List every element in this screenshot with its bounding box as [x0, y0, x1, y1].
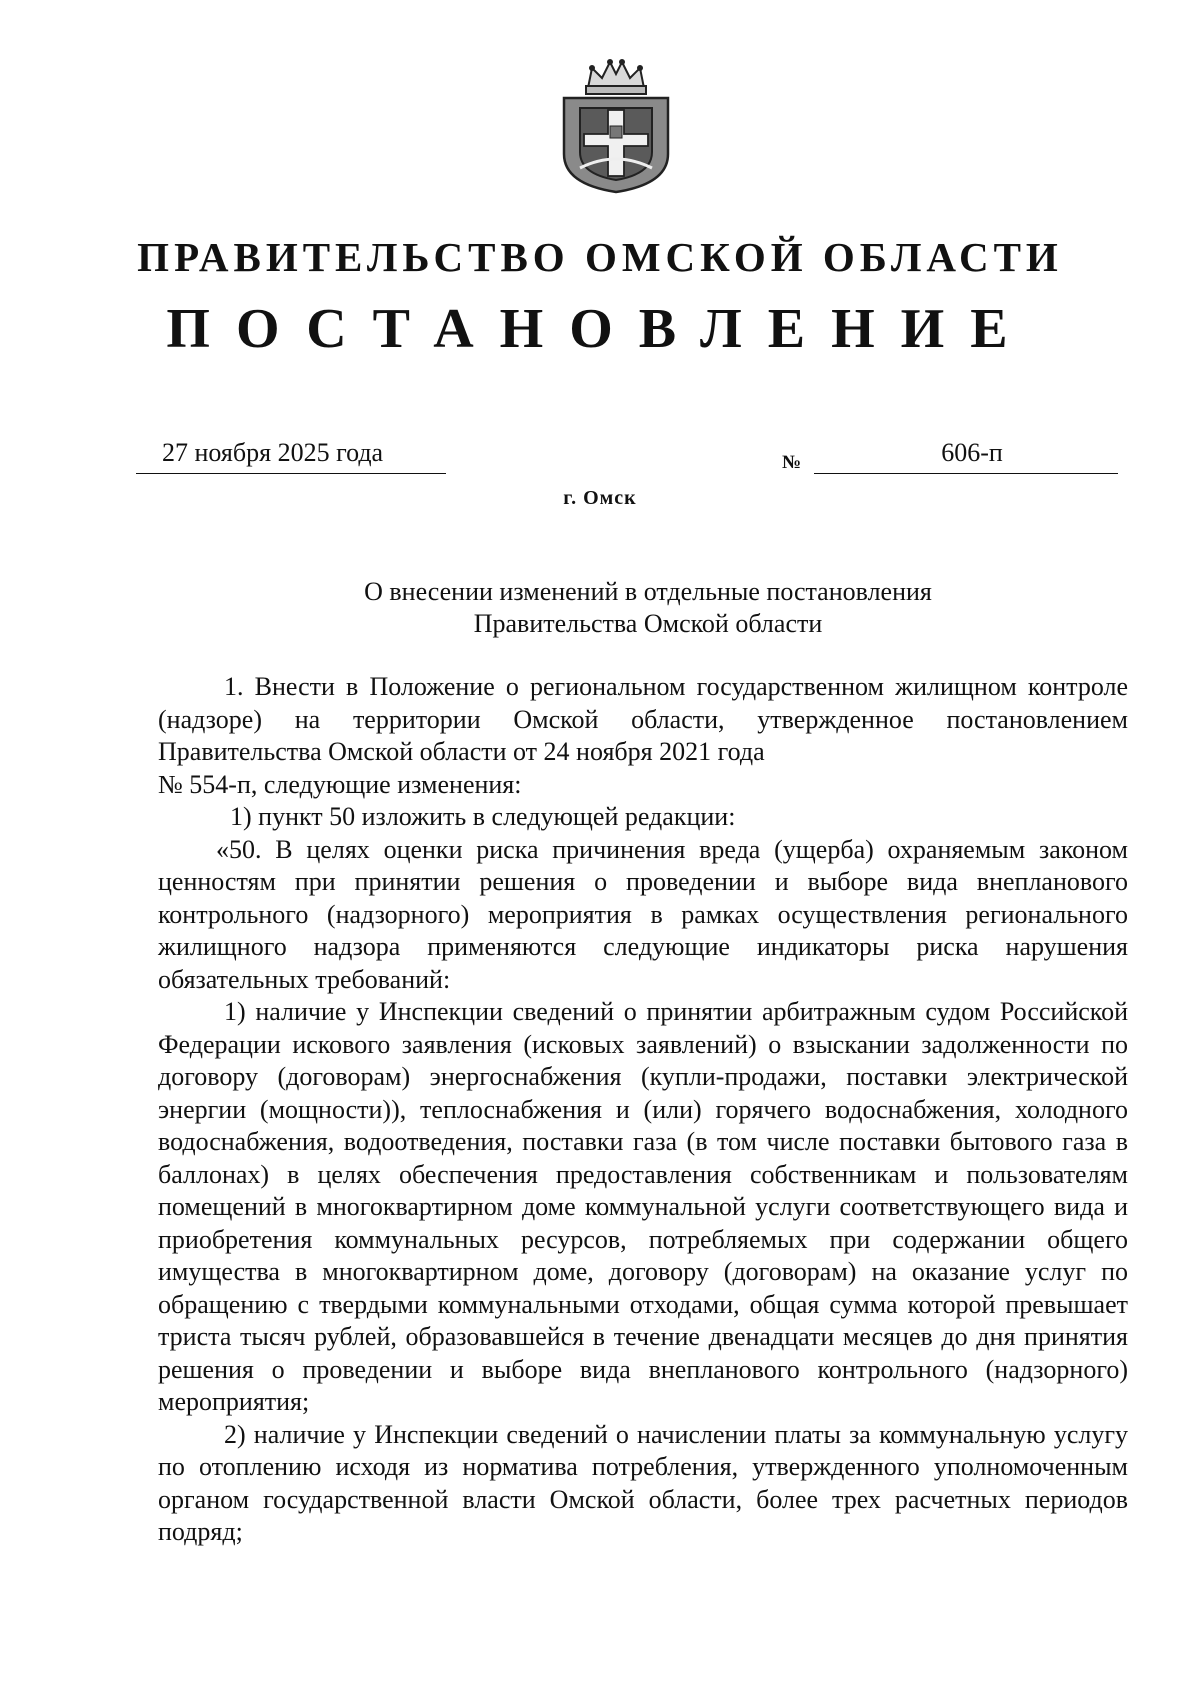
title-line-2: Правительства Омской области [473, 609, 823, 638]
document-title [0, 576, 1200, 640]
organization-name: ПРАВИТЕЛЬСТВО ОМСКОЙ ОБЛАСТИ [137, 234, 1063, 280]
paragraph-item-1: 1) пункт 50 изложить в следующей редакции: [230, 802, 736, 831]
date-field [136, 437, 446, 474]
paragraph-point-50: «50. В целях оценки риска причинения вреда (ущерба) охраняемым законом ценностям при принятии решения о проведении и выборе вида внепланового контрольного (надзорного) мероприятия в рамках осуществления регионального жилищного надзора применяются следующие индикаторы риска нарушения обязательных требований: [158, 834, 1128, 994]
paragraph-indicator-2: 2) наличие у Инспекции сведений о начислении платы за коммунальную услугу по отоплению исходя из норматива потребления, утвержденного уполномоченным органом государственной власти Омской области, более трех расчетных периодов подряд; [158, 1419, 1128, 1546]
document-body [158, 671, 1128, 1549]
title-line-1: О внесении изменений в отдельные постановления [364, 577, 932, 606]
coat-of-arms-icon [558, 58, 674, 194]
paragraph-1: 1. Внести в Положение о региональном государственном жилищном контроле (надзоре) на территории Омской области, утвержденное постановлением Правительства Омской области от 24 ноября 2021 года [158, 672, 1128, 766]
number-sign: № [782, 452, 802, 473]
document-number: 606-п [941, 438, 1003, 467]
document-date: 27 ноября 2025 года [162, 438, 384, 467]
city: г. Омск [563, 487, 637, 509]
number-field [814, 437, 1118, 474]
paragraph-indicator-1: 1) наличие у Инспекции сведений о принятии арбитражным судом Российской Федерации искового заявления (исковых заявлений) о взыскании задолженности по договору (договорам) энергоснабжения (купли-продажи, поставки электрической энергии (мощности)), теплоснабжения и (или) горячего водоснабжения, холодного водоснабжения, водоотведения, поставки газа (в том числе поставки бытового газа в баллонах) в целях обеспечения предоставления собственникам и пользователям помещений в многоквартирном доме коммунальной услуги соответствующего вида и приобретения коммунальных ресурсов, потребляемых при содержании общего имущества в многоквартирном доме, договору (договорам) на оказание услуг по обращению с твердыми коммунальными отходами, общая сумма которой превышает триста тысяч рублей, образовавшейся в течение двенадцати месяцев до дня принятия решения о проведении и выборе вида внепланового контрольного (надзорного) мероприятия; [158, 997, 1128, 1416]
document-type: ПОСТАНОВЛЕНИЕ [166, 298, 1034, 360]
paragraph-1-continued: № 554-п, следующие изменения: [158, 769, 522, 799]
